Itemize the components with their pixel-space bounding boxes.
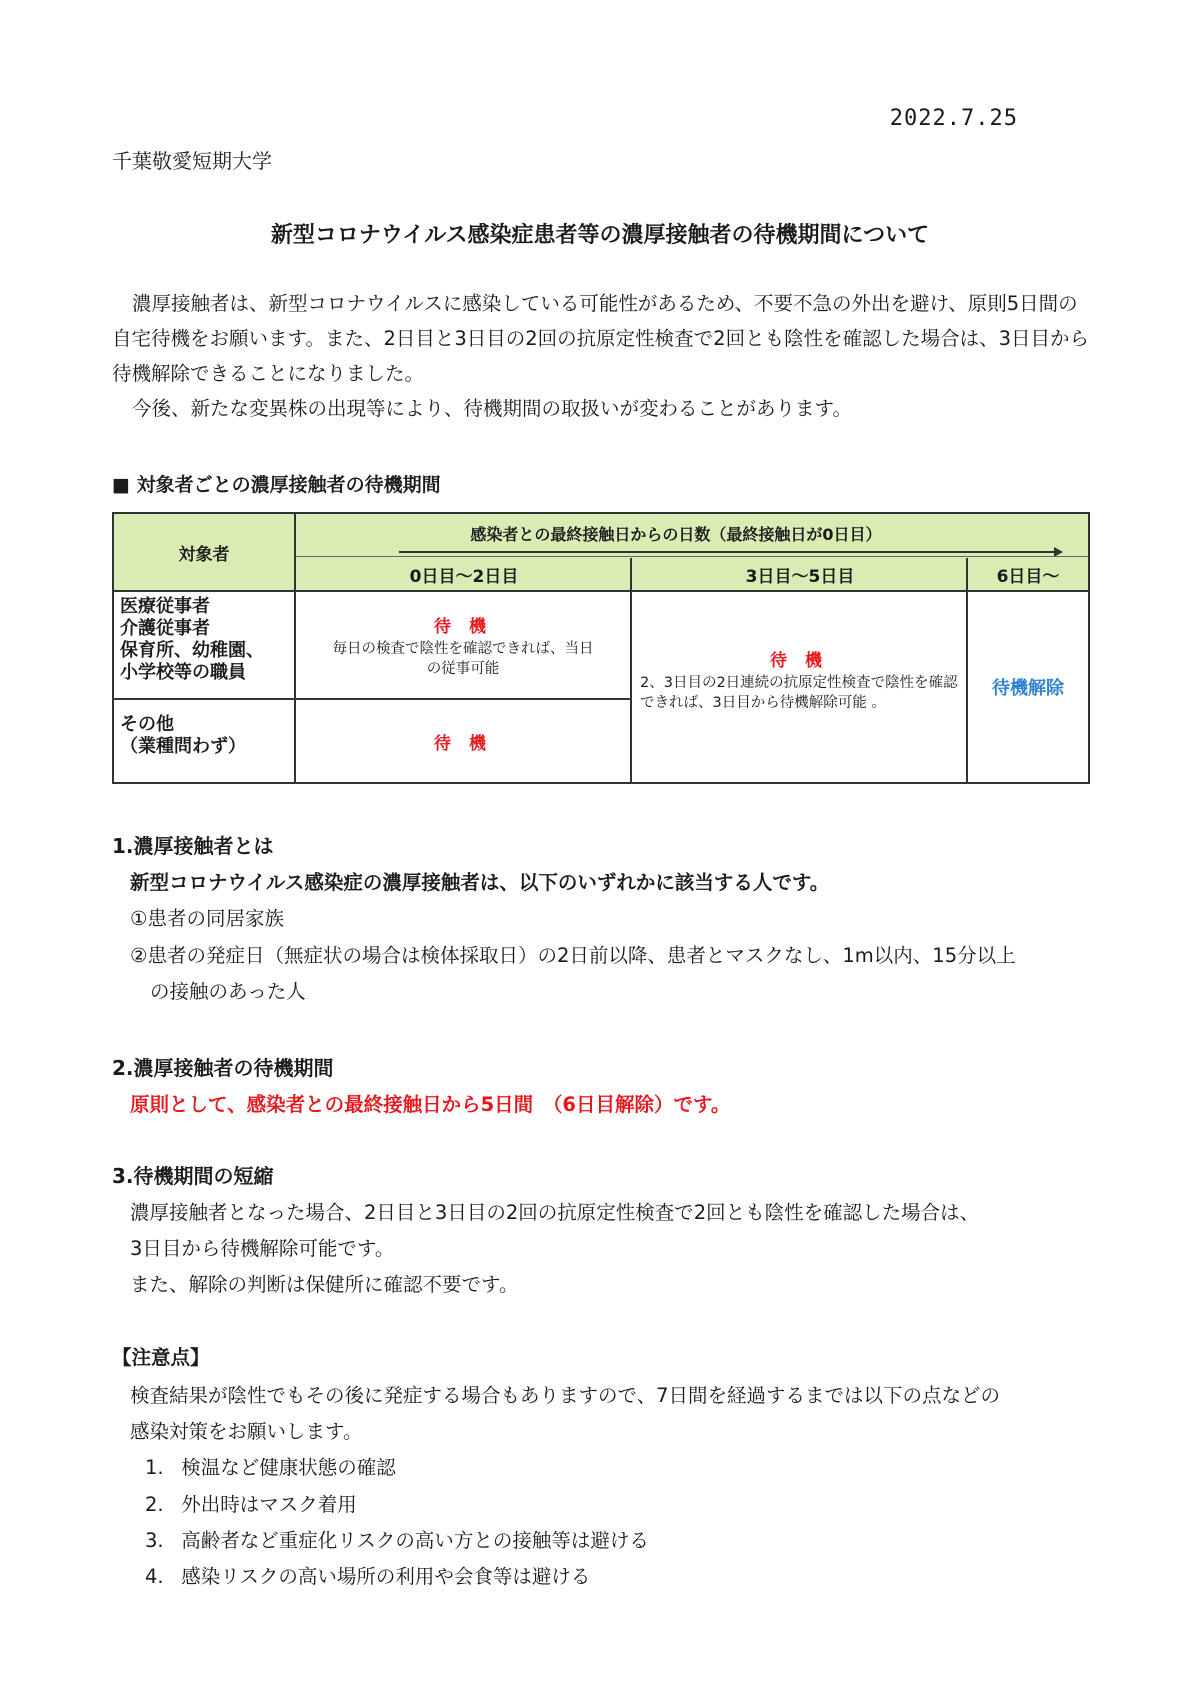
- caution-list-item: [145, 1525, 649, 1553]
- list-number: 3.: [145, 1529, 164, 1552]
- header-days: 感染者との最終接触日からの日数（最終接触日が0日目）: [470, 524, 882, 544]
- caution-list-item: [145, 1561, 590, 1589]
- list-text: 外出時はマスク着用: [181, 1493, 357, 1516]
- list-number: 1.: [145, 1456, 164, 1479]
- caution-line2: 感染対策をお願いします。: [130, 1420, 363, 1443]
- row1-col1-cell: [296, 592, 630, 698]
- row-label-others: その他 （業種問わず）: [120, 714, 246, 757]
- section3-heading: 3.待機期間の短縮: [112, 1164, 274, 1188]
- wait-label: 待 機: [434, 617, 492, 637]
- organization-name: 千葉敬愛短期大学: [112, 149, 272, 173]
- header-subject: 対象者: [178, 544, 230, 565]
- document-title: 新型コロナウイルス感染症患者等の濃厚接触者の待機期間について: [270, 223, 930, 248]
- wait-label: 待 機: [434, 733, 492, 754]
- wait-label: 待 機: [770, 651, 828, 671]
- section3-line3: また、解除の判断は保健所に確認不要です。: [130, 1273, 519, 1296]
- caution-line1: 検査結果が陰性でもその後に発症する場合もありますので、7日間を経過するまでは以下の点などの: [130, 1384, 1001, 1407]
- section2-heading: 2.濃厚接触者の待機期間: [112, 1056, 334, 1080]
- header-col-3-5: 3日目～5日目: [745, 566, 855, 587]
- table-section-title: ■ 対象者ごとの濃厚接触者の待機期間: [112, 474, 441, 496]
- intro-paragraph-2: 今後、新たな変異株の出現等により、待機期間の取扱いが変わることがあります。: [132, 397, 852, 420]
- list-text: 高齢者など重症化リスクの高い方との接触等は避ける: [181, 1529, 649, 1552]
- waiting-period-table: [112, 512, 1090, 784]
- section1-lead: 新型コロナウイルス感染症の濃厚接触者は、以下のいずれかに該当する人です。: [130, 871, 830, 894]
- section2-text: 原則として、感染者との最終接触日から5日間 （6日目解除）です。: [130, 1093, 731, 1116]
- col2-merged-cell: [632, 592, 966, 782]
- caution-list-item: [145, 1452, 396, 1480]
- header-col-6: 6日目～: [996, 566, 1060, 587]
- section1-item2-line1: ②患者の発症日（無症状の場合は検体採取日）の2日前以降、患者とマスクなし、1m以内、15分以上: [130, 944, 1016, 967]
- row-label-medical-staff: 医療従事者 介護従事者 保育所、幼稚園、 小学校等の職員: [120, 596, 264, 683]
- list-text: 検温など健康状態の確認: [181, 1456, 396, 1479]
- section1-heading: 1.濃厚接触者とは: [112, 834, 274, 858]
- section1-item1: ①患者の同居家族: [130, 907, 284, 930]
- header-col-0-2: 0日目～2日目: [409, 566, 519, 587]
- list-number: 2.: [145, 1493, 164, 1516]
- intro-paragraph-1: 濃厚接触者は、新型コロナウイルスに感染している可能性があるため、不要不急の外出を避け、原則5日間の自宅待機をお願います。また、2日目と3日目の2回の抗原定性検査で2回とも陰性を確認した場合は、3日目から待機解除できることになりました。: [112, 292, 1089, 385]
- row1-col1-note: 毎日の検査で陰性を確認できれば、当日の従事可能: [332, 641, 594, 677]
- section3-line2: 3日目から待機解除可能です。: [130, 1237, 395, 1260]
- release-label: 待機解除: [992, 678, 1064, 699]
- days-arrow-line: [399, 551, 1055, 553]
- col2-note: 2、3日目の2日連続の抗原定性検査で陰性を確認できれば、3日目から待機解除可能 。: [640, 675, 958, 711]
- caution-heading: 【注意点】: [112, 1346, 210, 1369]
- list-text: 感染リスクの高い場所の利用や会食等は避ける: [181, 1565, 591, 1588]
- document-date: 2022.7.25: [889, 106, 1018, 131]
- caution-list-item: [145, 1489, 357, 1517]
- section3-line1: 濃厚接触者となった場合、2日目と3日目の2回の抗原定性検査で2回とも陰性を確認した場合は、: [130, 1201, 980, 1224]
- list-number: 4.: [145, 1565, 164, 1588]
- section1-item2-line2: の接触のあった人: [150, 980, 306, 1003]
- table-divider: [296, 556, 1088, 557]
